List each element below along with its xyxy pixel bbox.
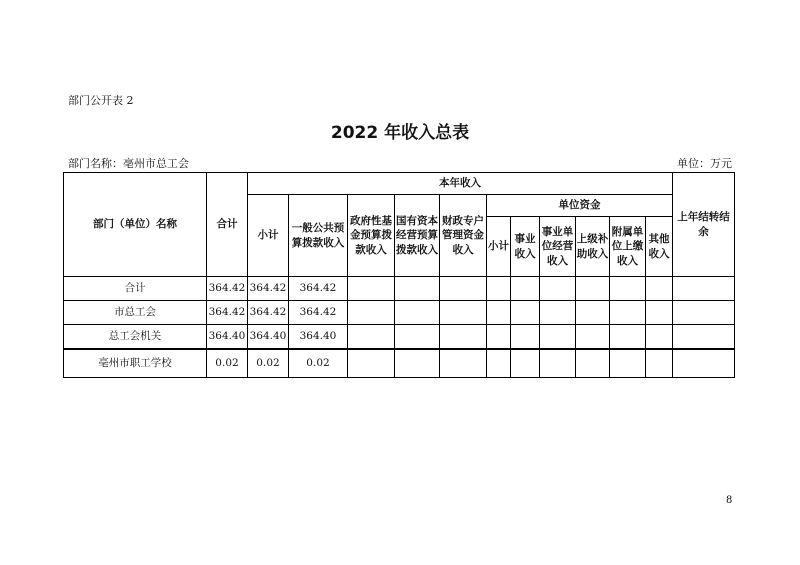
table-row bbox=[64, 325, 735, 350]
table-number-label: 部门公开表 2 bbox=[68, 94, 134, 107]
department-name: 部门名称：亳州市总工会 bbox=[68, 157, 189, 170]
page-title: 2022 年收入总表 bbox=[330, 123, 470, 143]
header-total: 合计 bbox=[207, 173, 248, 277]
row-general: 364.42 bbox=[289, 277, 348, 301]
page-number: 8 bbox=[726, 495, 733, 506]
table-row bbox=[64, 349, 735, 378]
header-current-year: 本年收入 bbox=[248, 173, 673, 195]
row-general: 364.42 bbox=[289, 301, 348, 325]
header-unit-funds: 单位资金 bbox=[487, 195, 673, 217]
header-general-budget: 一般公共预算拨款收入 bbox=[289, 195, 348, 277]
row-total: 364.42 bbox=[207, 277, 248, 301]
row-name: 亳州市职工学校 bbox=[64, 349, 207, 378]
table-row bbox=[64, 301, 735, 325]
revenue-table bbox=[63, 172, 735, 378]
header-uf-subtotal: 小计 bbox=[487, 217, 511, 277]
row-general: 364.40 bbox=[289, 325, 348, 350]
header-uf-operating: 事业单位经营收入 bbox=[540, 217, 576, 277]
row-name: 合计 bbox=[64, 277, 207, 301]
header-uf-affiliated: 附属单位上缴收入 bbox=[610, 217, 646, 277]
row-general: 0.02 bbox=[289, 349, 348, 378]
table-row bbox=[64, 277, 735, 301]
row-total: 364.42 bbox=[207, 301, 248, 325]
unit-label: 单位：万元 bbox=[677, 157, 732, 170]
header-carryover: 上年结转结余 bbox=[673, 173, 735, 277]
header-subtotal: 小计 bbox=[248, 195, 289, 277]
header-uf-other: 其他收入 bbox=[646, 217, 673, 277]
header-gov-fund: 政府性基金预算拨款收入 bbox=[348, 195, 395, 277]
header-state-capital: 国有资本经营预算拨款收入 bbox=[395, 195, 440, 277]
row-subtotal: 364.42 bbox=[248, 277, 289, 301]
row-name: 总工会机关 bbox=[64, 325, 207, 350]
row-subtotal: 0.02 bbox=[248, 349, 289, 378]
row-name: 市总工会 bbox=[64, 301, 207, 325]
header-uf-business: 事业收入 bbox=[511, 217, 540, 277]
header-special-account: 财政专户管理资金收入 bbox=[440, 195, 487, 277]
row-total: 364.40 bbox=[207, 325, 248, 350]
row-subtotal: 364.42 bbox=[248, 301, 289, 325]
row-subtotal: 364.40 bbox=[248, 325, 289, 350]
header-name: 部门（单位）名称 bbox=[64, 173, 207, 277]
row-total: 0.02 bbox=[207, 349, 248, 378]
header-uf-subsidy: 上级补助收入 bbox=[576, 217, 610, 277]
